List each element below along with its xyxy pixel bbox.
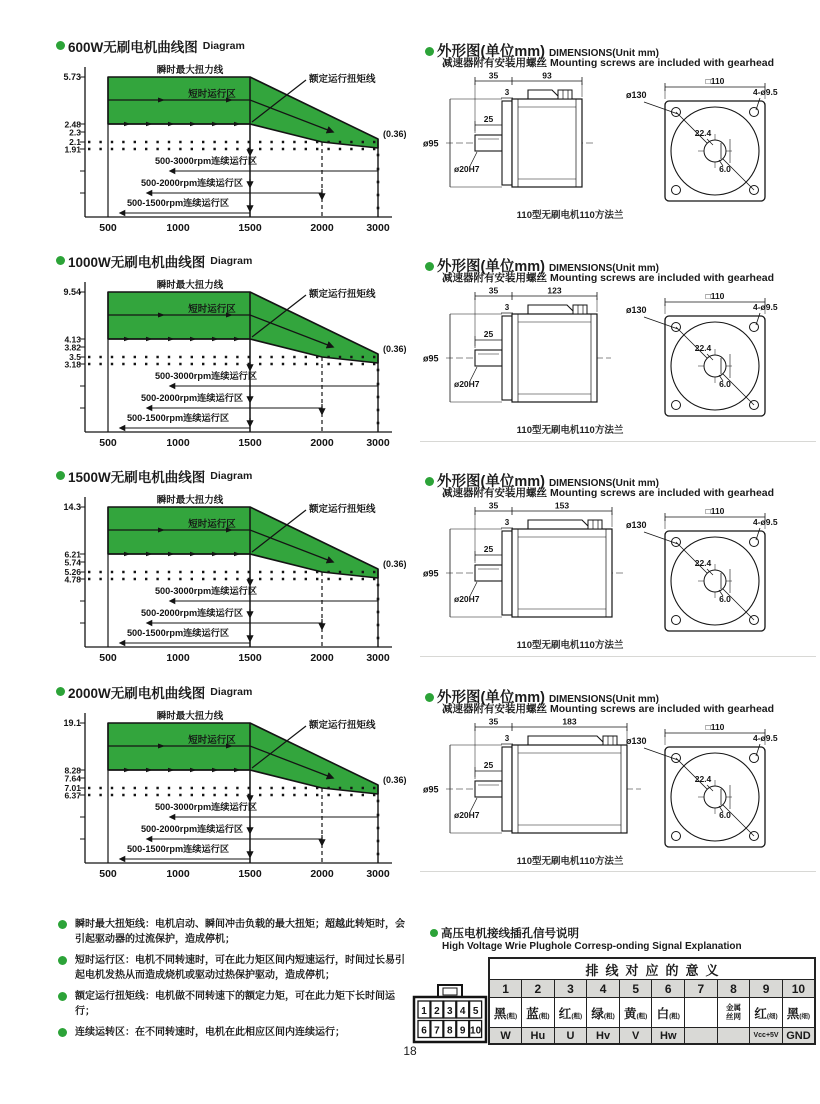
- end-value-label: (0.36): [383, 775, 407, 785]
- dimension-drawing: [420, 286, 816, 443]
- body-length-label: 123: [547, 286, 562, 296]
- key-depth-label: 6.0: [719, 164, 731, 174]
- dim-title: [425, 686, 820, 706]
- shaft25-label: 25: [483, 114, 494, 124]
- range-2000-label: 500-2000rpm连续运行区: [140, 178, 244, 188]
- y-tick-label: 6.21: [64, 549, 81, 560]
- dimension-drawing: [420, 501, 816, 658]
- chart-title-zh: 1000W无刷电机曲线图: [68, 254, 206, 270]
- body-length-label: 183: [562, 717, 577, 727]
- dimension-block: [423, 40, 820, 221]
- dim-caption: 110型无刷电机110方法兰: [516, 640, 624, 651]
- motor-body: [512, 99, 582, 187]
- pin-number-cell: 2: [522, 980, 555, 998]
- end-value-label: (0.36): [383, 559, 407, 569]
- pin-number-cell: 8: [717, 980, 750, 998]
- note-item: [58, 1026, 414, 1041]
- x-tick-label: 3000: [366, 652, 390, 664]
- plate3-label: 3: [504, 88, 510, 97]
- outline-drawing-svg: [420, 71, 816, 223]
- x-tick-label: 1500: [238, 868, 262, 880]
- dim-title-en: DIMENSIONS(Unit mm): [548, 48, 659, 59]
- shaft25-label: 25: [483, 760, 494, 770]
- signal-cell: [685, 1028, 718, 1045]
- outline-drawing-svg: [420, 286, 816, 438]
- y-tick-label: 3.82: [64, 342, 81, 353]
- dim-subtitle-zh: 减速器附有安装用螺丝: [442, 272, 547, 284]
- wire-color-cell: 黑(粗): [489, 998, 522, 1028]
- range-1500-label: 500-1500rpm连续运行区: [126, 844, 230, 854]
- dimension-drawing: [420, 71, 816, 228]
- wiring-title: [410, 926, 816, 940]
- torque-envelope: [108, 723, 378, 794]
- x-tick-label: 1500: [238, 437, 262, 449]
- short-time-zone-label: 短时运行区: [188, 519, 236, 530]
- pin-number-cell: 4: [587, 980, 620, 998]
- chart-block-600w: [56, 38, 428, 234]
- short-time-zone-label: 短时运行区: [188, 89, 236, 100]
- chart-title-en: Diagram: [210, 254, 253, 267]
- bolt-circle-label: ø130: [626, 520, 647, 530]
- x-tick-label: 2000: [310, 868, 334, 880]
- range-1500-label: 500-1500rpm连续运行区: [126, 198, 230, 208]
- y-tick-label: 4.13: [64, 334, 81, 345]
- bullet-icon: [425, 477, 434, 486]
- chart-block-1000w: [56, 253, 428, 449]
- bullet-icon: [425, 262, 434, 271]
- torque-envelope: [108, 507, 378, 578]
- torque-curve-svg: [40, 481, 436, 673]
- x-tick-label: 3000: [366, 868, 390, 880]
- note-text: 额定运行扭矩线：电机做不同转速下的额定力矩，可在此力矩下长时间运行；: [75, 991, 395, 1017]
- connector-pin-number: 2: [434, 1006, 440, 1017]
- dia95-label: ø95: [423, 568, 439, 579]
- wire-color-cell: 黄(粗): [619, 998, 652, 1028]
- shaft25-label: 25: [483, 544, 494, 554]
- rated-torque-line-label: 额定运行扭矩线: [309, 289, 376, 300]
- section-divider: [420, 656, 816, 657]
- wire-color-cell: 红(粗): [554, 998, 587, 1028]
- range-3000-label: 500-3000rpm连续运行区: [154, 371, 258, 381]
- holes-label: 4-ø9.5: [753, 87, 778, 97]
- section-divider: [420, 871, 816, 872]
- dim-subtitle-en: Mounting screws are included with gearhead: [550, 272, 775, 284]
- x-tick-label: 500: [99, 868, 117, 880]
- y-tick-label: 5.26: [64, 567, 81, 577]
- range-2000-label: 500-2000rpm连续运行区: [140, 393, 244, 403]
- dim-subtitle-en: Mounting screws are included with gearhead: [550, 487, 775, 499]
- x-tick-label: 1000: [166, 437, 190, 449]
- bullet-icon: [58, 920, 67, 929]
- y-tick-label: 8.28: [64, 765, 81, 776]
- section-1500w: [0, 468, 820, 683]
- dim-subtitle: [425, 701, 820, 716]
- pin-number-row: [489, 980, 815, 998]
- rated-torque-line-label: 额定运行扭矩线: [309, 504, 376, 515]
- key-depth-label: 6.0: [719, 810, 731, 820]
- torque-curve-svg: [40, 51, 436, 243]
- dim-subtitle-zh: 减速器附有安装用螺丝: [442, 703, 547, 715]
- plate3-label: 3: [504, 303, 510, 312]
- chart-title-en: Diagram: [210, 685, 253, 698]
- connector-pin-number: 3: [447, 1006, 453, 1017]
- range-2000-label: 500-2000rpm连续运行区: [140, 608, 244, 618]
- y-tick-label: 2.1: [69, 137, 81, 147]
- wiring-table: [488, 957, 816, 1045]
- key-depth-label: 6.0: [719, 594, 731, 604]
- torque-chart: [40, 481, 436, 678]
- pin-number-cell: 7: [685, 980, 718, 998]
- y-tick-label: 2.3: [69, 127, 81, 138]
- x-tick-label: 500: [99, 437, 117, 449]
- dimension-block: [423, 470, 820, 651]
- y-tick-label: 3.18: [64, 359, 81, 370]
- y-tick-label: 3.5: [69, 352, 81, 362]
- chart-title-en: Diagram: [210, 469, 253, 482]
- y-tick-label: 19.1: [63, 718, 81, 728]
- dim-title-zh: 外形图(单位mm): [437, 44, 545, 60]
- signal-cell: Vcc+5V: [750, 1028, 783, 1045]
- bolt-circle-label: ø130: [626, 90, 647, 100]
- range-3000-label: 500-3000rpm连续运行区: [154, 156, 258, 166]
- square110-label: □110: [705, 76, 725, 86]
- max-torque-line-label: 瞬时最大扭力线: [156, 495, 224, 506]
- pin-number-cell: 3: [554, 980, 587, 998]
- connector-pin-number: 6: [421, 1025, 427, 1037]
- note-text: 连续运转区：在不同转速时，电机在此相应区间内连续运行；: [75, 1027, 345, 1038]
- range-3000-label: 500-3000rpm连续运行区: [154, 586, 258, 596]
- wire-color-cell: 绿(粗): [587, 998, 620, 1028]
- range-1500-label: 500-1500rpm连续运行区: [126, 413, 230, 423]
- motor-body: [512, 745, 627, 833]
- wire-color-cell: 黑(细): [782, 998, 815, 1028]
- dim-title-zh: 外形图(单位mm): [437, 690, 545, 706]
- wire-color-cell: 红(细): [750, 998, 783, 1028]
- signal-cell: W: [489, 1028, 522, 1045]
- dia95-label: ø95: [423, 353, 439, 364]
- bullet-icon: [56, 41, 65, 50]
- note-item: [58, 954, 414, 983]
- max-torque-line-label: 瞬时最大扭力线: [156, 711, 224, 722]
- y-tick-label: 6.37: [64, 790, 81, 801]
- torque-chart: [40, 697, 436, 894]
- x-tick-label: 2000: [310, 652, 334, 664]
- bolt-circle-label: ø130: [626, 305, 647, 315]
- x-tick-label: 2000: [310, 222, 334, 234]
- dimension-block: [423, 686, 820, 867]
- bullet-icon: [56, 687, 65, 696]
- signal-cell: Hv: [587, 1028, 620, 1045]
- x-tick-label: 3000: [366, 437, 390, 449]
- section-2000w: [0, 684, 820, 899]
- dim-title-zh: 外形图(单位mm): [437, 259, 545, 275]
- wire-color-cell: [685, 998, 718, 1028]
- page-number: 18: [403, 1044, 417, 1058]
- y-tick-label: 7.64: [64, 773, 81, 784]
- rated-torque-line-label: 额定运行扭矩线: [309, 74, 376, 85]
- signal-cell: [717, 1028, 750, 1045]
- shaft-dia-label: ø20H7: [454, 594, 480, 604]
- range-1500-label: 500-1500rpm连续运行区: [126, 628, 230, 638]
- dim-title-zh: 外形图(单位mm): [437, 474, 545, 490]
- y-tick-label: 14.3: [63, 502, 81, 512]
- key-width-label: 22.4: [694, 128, 712, 138]
- y-tick-label: 4.78: [64, 574, 81, 585]
- section-600w: [0, 38, 820, 253]
- note-text: 短时运行区：电机不同转速时，可在此力矩区间内短速运行，时间过长易引起电机发热从而造成烧机或驱动过热保护驱动，造成停机；: [75, 955, 405, 981]
- dim-title: [425, 40, 820, 60]
- signal-cell: U: [554, 1028, 587, 1045]
- section-1000w: [0, 253, 820, 468]
- outline-drawing-svg: [420, 501, 816, 653]
- y-tick-label: 5.74: [64, 557, 81, 568]
- wiring-section: [410, 926, 816, 1042]
- max-torque-line-label: 瞬时最大扭力线: [156, 280, 224, 291]
- dimension-drawing: [420, 717, 816, 874]
- chart-title-zh: 600W无刷电机曲线图: [68, 39, 198, 55]
- dim-subtitle: [425, 270, 820, 285]
- wiring-table-title: 排线对应的意义: [489, 958, 815, 980]
- chart-title-en: Diagram: [202, 39, 245, 52]
- dim-subtitle-zh: 减速器附有安装用螺丝: [442, 487, 547, 499]
- wire-color-cell: 金属丝网: [717, 998, 750, 1028]
- plate3-label: 3: [504, 518, 510, 527]
- motor-body: [512, 314, 597, 402]
- connector-pin-number: 5: [472, 1006, 479, 1017]
- y-tick-label: 2.48: [64, 119, 81, 130]
- square110-label: □110: [705, 291, 725, 301]
- holes-label: 4-ø9.5: [753, 517, 778, 527]
- wire-color-cell: 白(粗): [652, 998, 685, 1028]
- key-width-label: 22.4: [694, 343, 712, 353]
- body-length-label: 93: [542, 71, 552, 81]
- connector-pin-number: 1: [421, 1006, 427, 1017]
- dimension-block: [423, 255, 820, 436]
- pin-number-cell: 6: [652, 980, 685, 998]
- shaft-dia-label: ø20H7: [454, 164, 480, 174]
- plate3-label: 3: [504, 734, 510, 743]
- bullet-icon: [58, 1028, 67, 1037]
- len35-label: 35: [488, 501, 499, 511]
- wiring-title-en: High Voltage Wrie Plughole Corresp-onding Signal Explanation: [442, 941, 742, 952]
- dim-title-en: DIMENSIONS(Unit mm): [548, 694, 659, 705]
- motor-body: [512, 529, 612, 617]
- signal-cell: Hw: [652, 1028, 685, 1045]
- chart-title-zh: 1500W无刷电机曲线图: [68, 469, 206, 485]
- square110-label: □110: [705, 722, 725, 732]
- x-tick-label: 2000: [310, 437, 334, 449]
- note-text: 瞬时最大扭矩线：电机启动、瞬间冲击负载的最大扭矩；超越此转矩时，会引起驱动器的过流保护，造成停机；: [75, 919, 405, 945]
- body-length-label: 153: [554, 501, 570, 511]
- len35-label: 35: [488, 717, 499, 727]
- short-time-zone-label: 短时运行区: [188, 735, 236, 746]
- x-tick-label: 3000: [366, 222, 390, 234]
- signal-cell: Hu: [522, 1028, 555, 1045]
- connector-pin-number: 10: [470, 1025, 482, 1037]
- y-tick-label: 5.73: [63, 72, 81, 82]
- y-tick-label: 9.54: [63, 287, 81, 297]
- torque-chart: [40, 51, 436, 248]
- chart-title-zh: 2000W无刷电机曲线图: [68, 685, 206, 701]
- holes-label: 4-ø9.5: [753, 302, 778, 312]
- dim-subtitle-en: Mounting screws are included with gearhead: [550, 703, 775, 715]
- x-tick-label: 1000: [166, 222, 190, 234]
- note-item: [58, 990, 414, 1019]
- holes-label: 4-ø9.5: [753, 733, 778, 743]
- bolt-circle-label: ø130: [626, 736, 647, 746]
- dia95-label: ø95: [423, 784, 439, 795]
- wire-color-row: [489, 998, 815, 1028]
- bullet-icon: [58, 956, 67, 965]
- bullet-icon: [56, 256, 65, 265]
- section-divider: [420, 441, 816, 442]
- chart-block-1500w: [56, 468, 428, 664]
- dim-subtitle-en: Mounting screws are included with gearhead: [550, 57, 775, 69]
- key-width-label: 22.4: [694, 774, 712, 784]
- max-torque-line-label: 瞬时最大扭力线: [156, 65, 224, 76]
- torque-envelope: [108, 292, 378, 363]
- x-tick-label: 1000: [166, 652, 190, 664]
- pin-number-cell: 10: [782, 980, 815, 998]
- dim-caption: 110型无刷电机110方法兰: [516, 425, 624, 436]
- connector-pin-number: 8: [447, 1025, 453, 1037]
- x-tick-label: 500: [99, 222, 117, 234]
- bullet-icon: [425, 47, 434, 56]
- key-width-label: 22.4: [694, 558, 712, 568]
- x-tick-label: 1500: [238, 652, 262, 664]
- dim-subtitle: [425, 485, 820, 500]
- x-tick-label: 1500: [238, 222, 262, 234]
- shaft-dia-label: ø20H7: [454, 379, 480, 389]
- signal-cell: V: [619, 1028, 652, 1045]
- torque-chart: [40, 266, 436, 463]
- pin-number-cell: 1: [489, 980, 522, 998]
- x-tick-label: 500: [99, 652, 117, 664]
- dim-title: [425, 255, 820, 275]
- rated-torque-line-label: 额定运行扭矩线: [309, 720, 376, 731]
- short-time-zone-label: 短时运行区: [188, 304, 236, 315]
- key-depth-label: 6.0: [719, 379, 731, 389]
- bullet-icon: [58, 992, 67, 1001]
- signal-row: [489, 1028, 815, 1045]
- bullet-icon: [56, 471, 65, 480]
- shaft-dia-label: ø20H7: [454, 810, 480, 820]
- x-tick-label: 1000: [166, 868, 190, 880]
- range-3000-label: 500-3000rpm连续运行区: [154, 802, 258, 812]
- wire-color-cell: 蓝(粗): [522, 998, 555, 1028]
- dim-title-en: DIMENSIONS(Unit mm): [548, 478, 659, 489]
- notes-list: [58, 918, 414, 1048]
- dim-subtitle: [425, 55, 820, 70]
- connector-plug-drawing: [412, 984, 488, 1049]
- connector-svg: [412, 984, 488, 1044]
- bullet-icon: [430, 929, 438, 937]
- signal-cell: GND: [782, 1028, 815, 1045]
- dim-subtitle-zh: 减速器附有安装用螺丝: [442, 57, 547, 69]
- bullet-icon: [425, 693, 434, 702]
- torque-curve-svg: [40, 266, 436, 458]
- torque-envelope: [108, 77, 378, 148]
- wiring-title-zh: 高压电机接线插孔信号说明: [441, 928, 579, 940]
- connector-pin-number: 7: [434, 1025, 440, 1037]
- len35-label: 35: [488, 71, 499, 81]
- dim-caption: 110型无刷电机110方法兰: [516, 210, 624, 221]
- connector-pin-number: 4: [459, 1006, 466, 1017]
- pin-number-cell: 9: [750, 980, 783, 998]
- pin-number-cell: 5: [619, 980, 652, 998]
- note-item: [58, 918, 414, 947]
- range-2000-label: 500-2000rpm连续运行区: [140, 824, 244, 834]
- end-value-label: (0.36): [383, 344, 407, 354]
- dia95-label: ø95: [423, 138, 439, 149]
- dim-caption: 110型无刷电机110方法兰: [516, 856, 624, 867]
- dim-title-en: DIMENSIONS(Unit mm): [548, 263, 659, 274]
- y-tick-label: 1.91: [64, 144, 81, 155]
- torque-curve-svg: [40, 697, 436, 889]
- len35-label: 35: [488, 286, 499, 296]
- square110-label: □110: [705, 506, 725, 516]
- end-value-label: (0.36): [383, 129, 407, 139]
- shaft25-label: 25: [483, 329, 494, 339]
- outline-drawing-svg: [420, 717, 816, 869]
- dim-title: [425, 470, 820, 490]
- y-tick-label: 7.01: [64, 783, 81, 793]
- chart-block-2000w: [56, 684, 428, 880]
- connector-pin-number: 9: [459, 1025, 466, 1037]
